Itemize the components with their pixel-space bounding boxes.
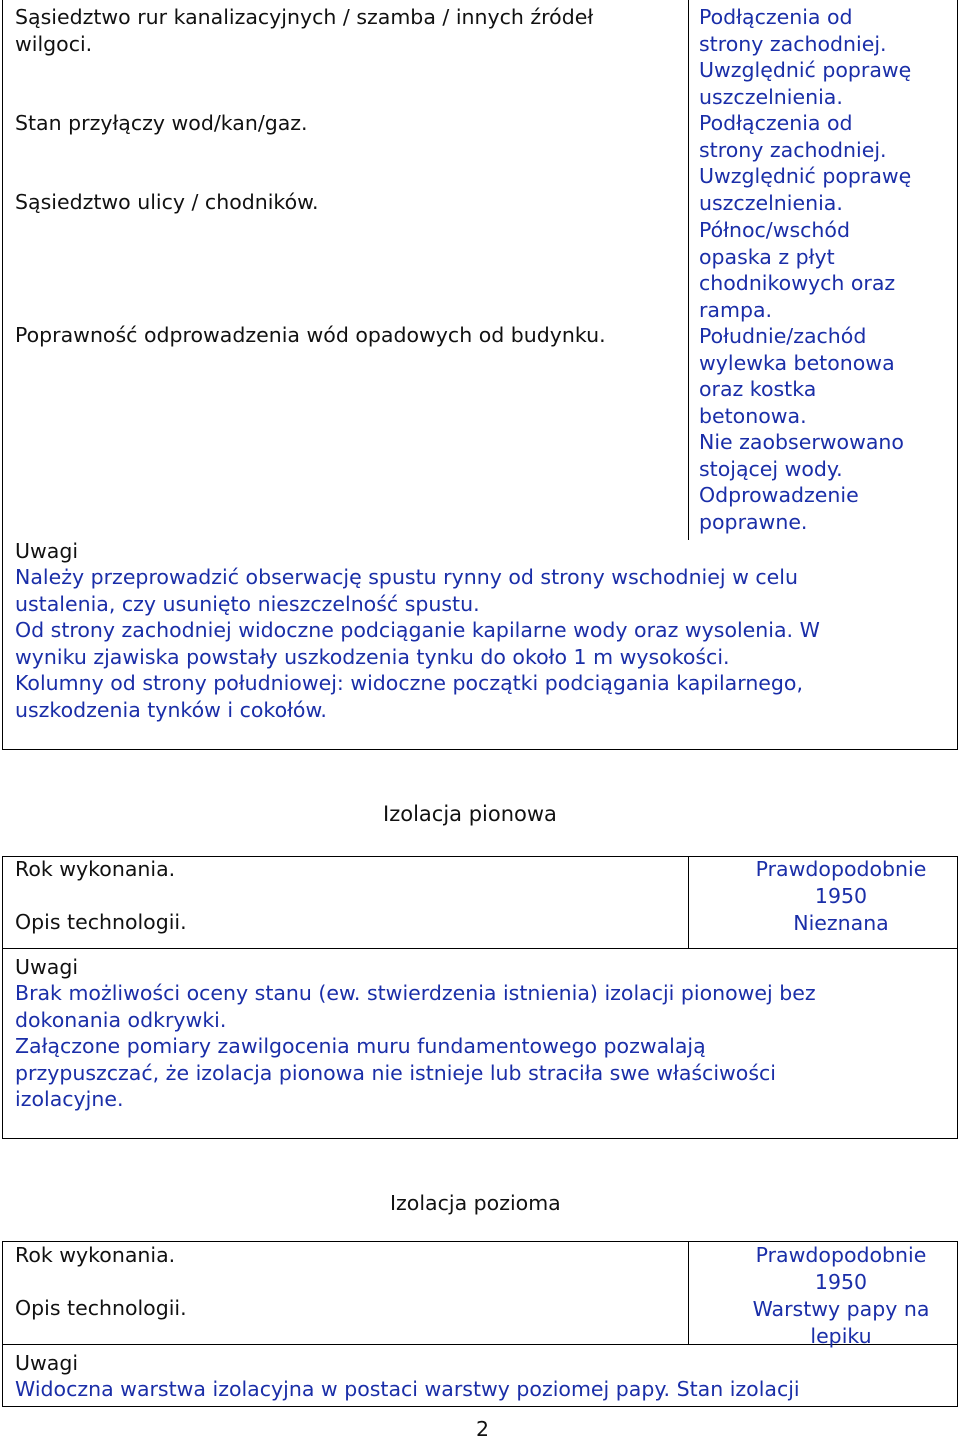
section3-tech-value: Warstwy papy na lepiku [752,1297,930,1348]
section2-tech-value: Nieznana [793,911,889,935]
section3-remarks-text: Widoczna warstwa izolacyjna w postaci warstwy poziomej papy. Stan izolacji [15,1377,800,1401]
section1-right-item-2: Podłączenia od strony zachodniej. Uwzględnić poprawę uszczelnienia. [699,111,912,215]
section2-remarks-text: Brak możliwości oceny stanu (ew. stwierdzenia istnienia) izolacji pionowej bez dokonania odkrywki. Załączone pomiary zawilgocenia muru fundamentowego pozwalają przypuszczać, że izolacja pionowa nie istnieje lub straciła swe właściwości izolacyjne. [15,981,816,1111]
section1-remarks-text: Należy przeprowadzić obserwację spustu rynny od strony wschodniej w celu ustalenia, czy usunięto nieszczelność spustu. Od strony zachodniej widoczne podciąganie kapilarne wody oraz wysolenia. W wyniku zjawiska powstały uszkodzenia tynku do około 1 m wysokości. Kolumny od strony południowej: widoczne początki podciągania kapilarnego, uszkodzenia tynków i cokołów. [15,565,820,722]
section1-left-item-4: Poprawność odprowadzenia wód opadowych od budynku. [15,323,606,347]
section3-tech-label: Opis technologii. [15,1296,187,1320]
section2-year-label: Rok wykonania. [15,857,176,881]
section2-remarks-label: Uwagi [15,955,79,979]
section1-right-item-3: Północ/wschód opaska z płyt chodnikowych oraz rampa. [699,218,896,322]
section2-column-divider [688,856,689,948]
section2-tech-label: Opis technologii. [15,910,187,934]
section3-column-divider [688,1241,689,1344]
section1-left-item-3: Sąsiedztwo ulicy / chodników. [15,190,319,214]
section2-year-value: Prawdopodobnie 1950 [755,857,927,908]
section1-column-divider [688,0,689,540]
section2-heading: Izolacja pionowa [383,802,557,826]
section1-right-item-5: Nie zaobserwowano stojącej wody. Odprowadzenie poprawne. [699,430,904,534]
section3-heading: Izolacja pozioma [390,1191,561,1215]
section1-right-item-4: Południe/zachód wylewka betonowa oraz kostka betonowa. [699,324,895,428]
section1-remarks-label: Uwagi [15,539,79,563]
section1-left-item-2: Stan przyłączy wod/kan/gaz. [15,111,308,135]
section1-left-item-1: Sąsiedztwo rur kanalizacyjnych / szamba / innych źródeł wilgoci. [15,5,594,56]
section3-remarks-label: Uwagi [15,1351,79,1375]
section2-row-divider [2,948,958,949]
section3-year-value: Prawdopodobnie 1950 [755,1243,927,1294]
section1-right-item-1: Podłączenia od strony zachodniej. Uwzględnić poprawę uszczelnienia. [699,5,912,109]
page-number: 2 [476,1417,490,1441]
section3-year-label: Rok wykonania. [15,1243,176,1267]
